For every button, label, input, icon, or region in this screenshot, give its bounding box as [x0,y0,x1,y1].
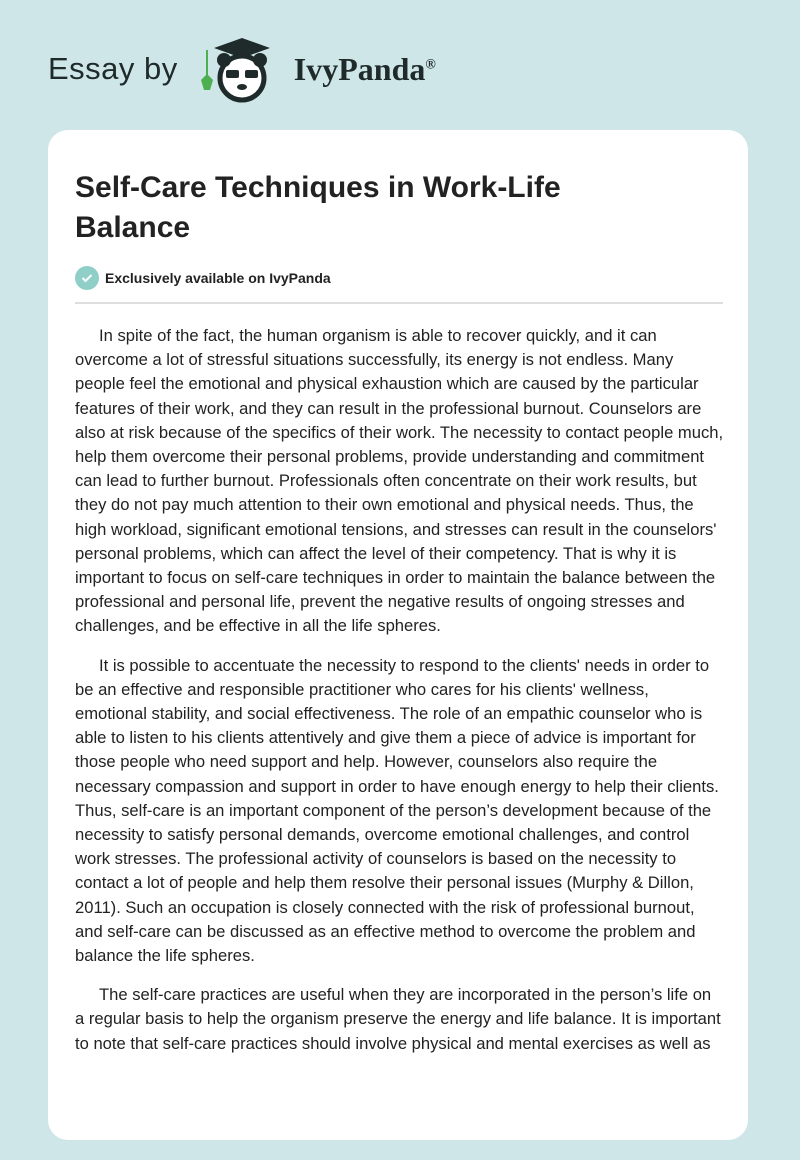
brand-name[interactable] [294,51,436,88]
essay-card [48,130,748,1140]
page-title: Self-Care Techniques in Work-Life Balance [75,171,561,244]
panda-logo-icon[interactable] [198,34,286,104]
badge-text: Exclusively available on IvyPanda [105,270,331,286]
exclusive-badge [75,266,748,290]
essay-by-label: Essay by [48,51,178,86]
paragraph: It is possible to accentuate the necessity to respond to the clients' needs in order to be an effective and responsible practitioner who cares for his clients' wellness, emotional stability, and social effectiveness. The role of an empathic counselor who is able to listen to his clients attentively and give them a piece of advice is important for those people who need support and help. However, counselors also require the necessary compassion and support in order to have enough energy to help their clients. Thus, self-care is an important component of the person’s development because of the necessity to satisfy personal demands, overcome emotional challenges, and control work stresses. The professional activity of counselors is based on the necessity to contact a lot of people and help them resolve their personal issues (Murphy & Dillon, 2011). Such an occupation is closely connected with the risk of professional burnout, and self-care can be discussed as an effective method to overcome the problem and balance the life spheres. [75,655,719,966]
brand-text: IvyPanda [293,50,426,87]
paragraph: In spite of the fact, the human organism is able to recover quickly, and it can overcome a lot of stressful situations successfully, its energy is not endless. Many people feel the emotional and physical exhaustion which are caused by the particular features of their work, and they can result in the professional burnout. Counselors are also at risk because of the specifics of their work. The necessity to contact people much, help them overcome their personal problems, provide understanding and commitment can lead to further burnout. Professionals often concentrate on their work results, but they do not pay much attention to their own emotional and physical needs. Thus, the high workload, significant emotional tensions, and stresses can result in the counselors' personal problems, which can affect the level of their competency. That is why it is important to focus on self-care techniques in order to maintain the balance between the professional and personal life, prevent the negative results of ongoing stresses and challenges, and be effective in all the life spheres. [75,326,724,636]
essay-body [75,324,724,1056]
site-header [48,34,436,104]
check-icon [75,266,99,290]
divider [75,302,723,304]
registered-mark: ® [425,56,436,72]
paragraph: The self-care practices are useful when they are incorporated in the person’s life on a regular basis to help the organism preserve the energy and life balance. It is important to note that self-care practices should involve physical and mental exercises as well as [75,985,721,1053]
